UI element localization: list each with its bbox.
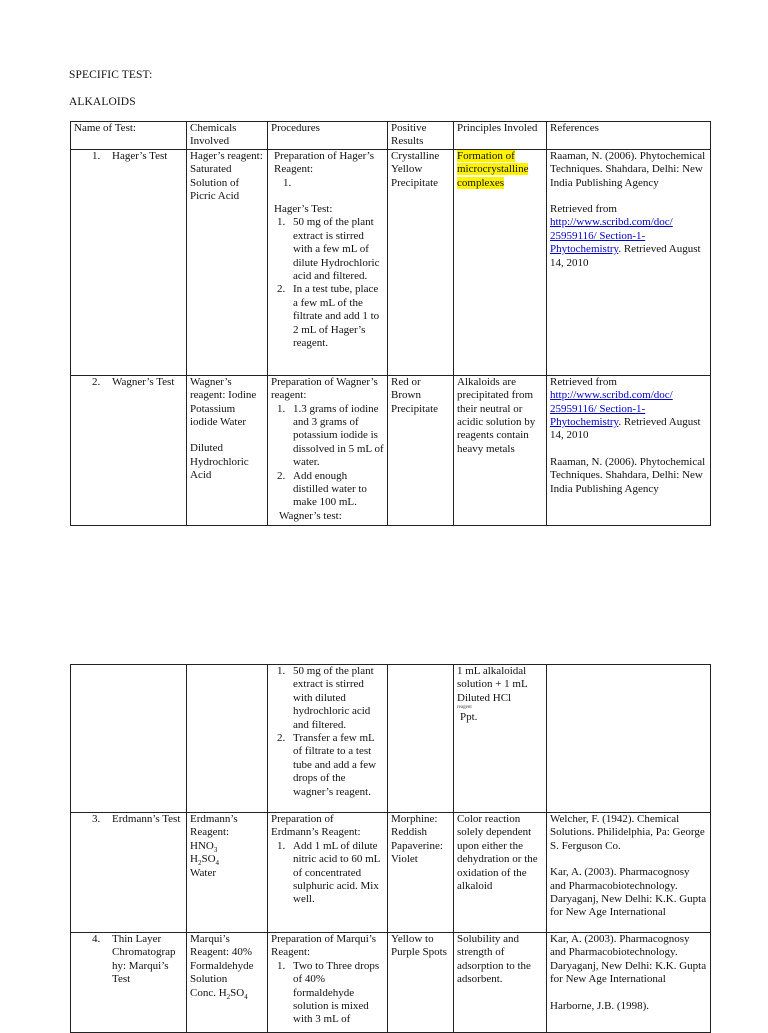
positive-result-cell bbox=[388, 149, 454, 375]
test-name: Thin Layer Chromatograp hy: Marqui’s Test bbox=[112, 933, 176, 986]
reference-text: Kar, A. (2003). Pharmacognosy and Pharmacobiotechnology. Daryaganj, New Delhi: K.K. Gupta for New Age International bbox=[550, 933, 707, 986]
principle-cell bbox=[454, 933, 547, 1033]
procedure-step: 1. Add 1 mL of dilute nitric acid to 60 mL of concentrated sulphuric acid. Mix well. bbox=[277, 839, 380, 906]
heading-alkaloids: ALKALOIDS bbox=[69, 96, 136, 108]
procedure-title: Preparation of Marqui’s Reagent: bbox=[271, 933, 377, 959]
references-cell bbox=[547, 375, 711, 525]
table-header-row bbox=[71, 122, 711, 150]
procedure-prep-number: 1. bbox=[283, 176, 292, 189]
principle-cell bbox=[454, 813, 547, 933]
reference-text: Retrieved from http://www.scribd.com/doc/ 25959116/ Section-1- Phytochemistry. Retrieved August 14, 2010 bbox=[550, 203, 701, 269]
reference-text: Welcher, F. (1942). Chemical Solutions. Philidelphia, Pa: George S. Ferguson Co. bbox=[550, 813, 705, 852]
test-name: Hager’s Test bbox=[112, 149, 168, 162]
principle-text: Color reaction solely dependent upon either the dehydration or the oxidation of the alkaloid bbox=[457, 813, 538, 893]
reagent-label: reagent bbox=[457, 705, 472, 711]
procedure-step: 2. Transfer a few mL of filtrate to a test tube and add a few drops of the wagner’s reagent. bbox=[277, 732, 377, 798]
header-cell: Positive Results bbox=[388, 122, 454, 150]
chemicals-cell bbox=[187, 665, 268, 813]
positive-result-cell bbox=[388, 665, 454, 813]
table-row bbox=[71, 375, 711, 525]
chemical-formula: $HNO_3$ bbox=[190, 839, 218, 854]
procedure-title: Preparation of Hager’s Reagent: bbox=[274, 149, 374, 176]
reference-link[interactable]: http://www.scribd.com/doc/ 25959116/ Section-1- Phytochemistry bbox=[550, 389, 673, 429]
positive-result: Crystalline Yellow Precipitate bbox=[391, 149, 440, 189]
header-cell: Procedures bbox=[268, 122, 388, 150]
procedure-step: 1. 1.3 grams of iodine and 3 grams of potassium iodide is dissolved in 5 mL of water. bbox=[277, 402, 384, 469]
heading-specific-test: SPECIFIC TEST: bbox=[69, 69, 153, 81]
procedure-title: Preparation of Erdmann’s Reagent: bbox=[271, 813, 361, 839]
procedure-step: 1. 50 mg of the plant extract is stirred with diluted hydrochloric acid and filtered. bbox=[277, 665, 374, 731]
header-cell: References bbox=[547, 122, 711, 150]
row-number: 2. bbox=[92, 375, 101, 388]
procedure-step: 2. Add enough distilled water to make 100 mL. bbox=[277, 469, 367, 509]
principle-text: Solubility and strength of adsorption to the adsorbent. bbox=[457, 933, 531, 986]
references-cell bbox=[547, 149, 711, 375]
test-name-cell bbox=[71, 375, 187, 525]
references-cell bbox=[547, 933, 711, 1033]
row-number: 4. bbox=[92, 933, 101, 945]
procedure-step: 2. In a test tube, place a few mL of the filtrate and add 1 to 2 mL of Hager’s reagent. bbox=[277, 283, 380, 350]
reference-text: Retrieved from http://www.scribd.com/doc/ 25959116/ Section-1- Phytochemistry. Retrieved August 14, 2010 bbox=[550, 375, 701, 442]
test-name-cell bbox=[71, 149, 187, 375]
procedure-subtitle: Wagner’s test: bbox=[279, 509, 342, 522]
procedures-cell bbox=[268, 149, 388, 375]
principle-cell bbox=[454, 375, 547, 525]
reference-text: Harborne, J.B. (1998). bbox=[550, 999, 649, 1012]
reference-text: Raaman, N. (2006). Phytochemical Techniques. Shahdara, Delhi: New India Publishing Agency bbox=[550, 149, 706, 189]
chemicals-text: Erdmann’s Reagent: bbox=[190, 813, 238, 839]
procedures-cell bbox=[268, 933, 388, 1033]
reference-link[interactable]: http://www.scribd.com/doc/ 25959116/ Section-1- Phytochemistry bbox=[550, 216, 673, 256]
chemicals-text: Hager’s reagent: Saturated Solution of Picric Acid bbox=[190, 149, 263, 203]
positive-result: Red or Brown Precipitate bbox=[391, 375, 439, 415]
chemicals-cell bbox=[187, 813, 268, 933]
chemicals-text: Diluted Hydrochloric Acid bbox=[190, 442, 249, 482]
test-name-cell bbox=[71, 813, 187, 933]
references-cell bbox=[547, 665, 711, 813]
procedures-cell bbox=[268, 665, 388, 813]
header-cell: Name of Test: bbox=[71, 122, 187, 150]
procedure-step: 1. 50 mg of the plant extract is stirred with a few mL of dilute Hydrochloric acid and filtered. bbox=[277, 216, 380, 283]
chemical-formula: $H_2SO_4$ bbox=[190, 853, 220, 868]
principle-ppt: Ppt. bbox=[460, 711, 478, 724]
positive-result-cell bbox=[388, 813, 454, 933]
table-row bbox=[71, 813, 711, 933]
header-cell: Principles Involed bbox=[454, 122, 547, 150]
header-cell: Chemicals Involved bbox=[187, 122, 268, 150]
table-row bbox=[71, 665, 711, 813]
reference-text: Kar, A. (2003). Pharmacognosy and Pharmacobiotechnology. Daryaganj, New Delhi: K.K. Gupta for New Age International bbox=[550, 866, 707, 919]
chemicals-text: Water bbox=[190, 866, 216, 879]
chemicals-cell bbox=[187, 149, 268, 375]
positive-result: Yellow to Purple Spots bbox=[391, 933, 447, 959]
principle-cell bbox=[454, 665, 547, 813]
test-name-cell bbox=[71, 665, 187, 813]
procedure-title: Preparation of Wagner’s reagent: bbox=[271, 375, 378, 402]
alkaloid-tests-table-continued bbox=[70, 664, 711, 1033]
chemicals-text: Wagner’s reagent: Iodine Potassium iodide Water bbox=[190, 375, 257, 429]
procedures-cell bbox=[268, 375, 388, 525]
principle-cell bbox=[454, 149, 547, 375]
references-cell bbox=[547, 813, 711, 933]
principle-equation: 1 mL alkaloidal solution + 1 mL Diluted HCl bbox=[457, 665, 528, 704]
chemical-formula: Conc. $H_2SO_4$ bbox=[190, 986, 248, 1001]
table-row bbox=[71, 149, 711, 375]
positive-result-cell bbox=[388, 375, 454, 525]
procedures-cell bbox=[268, 813, 388, 933]
alkaloid-tests-table bbox=[70, 121, 711, 526]
procedure-subtitle: Hager’s Test: bbox=[274, 203, 333, 216]
procedure-step: 1. Two to Three drops of 40% formaldehyde solution is mixed with 3 mL of bbox=[277, 959, 380, 1026]
test-name-cell bbox=[71, 933, 187, 1033]
positive-result: Morphine: Reddish Papaverine: Violet bbox=[391, 813, 443, 866]
chemicals-cell bbox=[187, 933, 268, 1033]
table-row bbox=[71, 933, 711, 1033]
row-number: 1. bbox=[92, 149, 101, 162]
principle-highlighted: Formation of microcrystalline complexes bbox=[457, 149, 529, 189]
test-name: Wagner’s Test bbox=[112, 375, 175, 388]
principle-text: Alkaloids are precipitated from their neutral or acidic solution by reagents contain heavy metals bbox=[457, 375, 536, 455]
test-name: Erdmann’s Test bbox=[112, 813, 181, 825]
row-number: 3. bbox=[92, 813, 101, 825]
positive-result-cell bbox=[388, 933, 454, 1033]
reference-text: Raaman, N. (2006). Phytochemical Techniques. Shahdara, Delhi: New India Publishing Agency bbox=[550, 455, 706, 495]
chemicals-cell bbox=[187, 375, 268, 525]
chemicals-text: Marqui’s Reagent: 40% Formaldehyde Solution bbox=[190, 933, 254, 986]
